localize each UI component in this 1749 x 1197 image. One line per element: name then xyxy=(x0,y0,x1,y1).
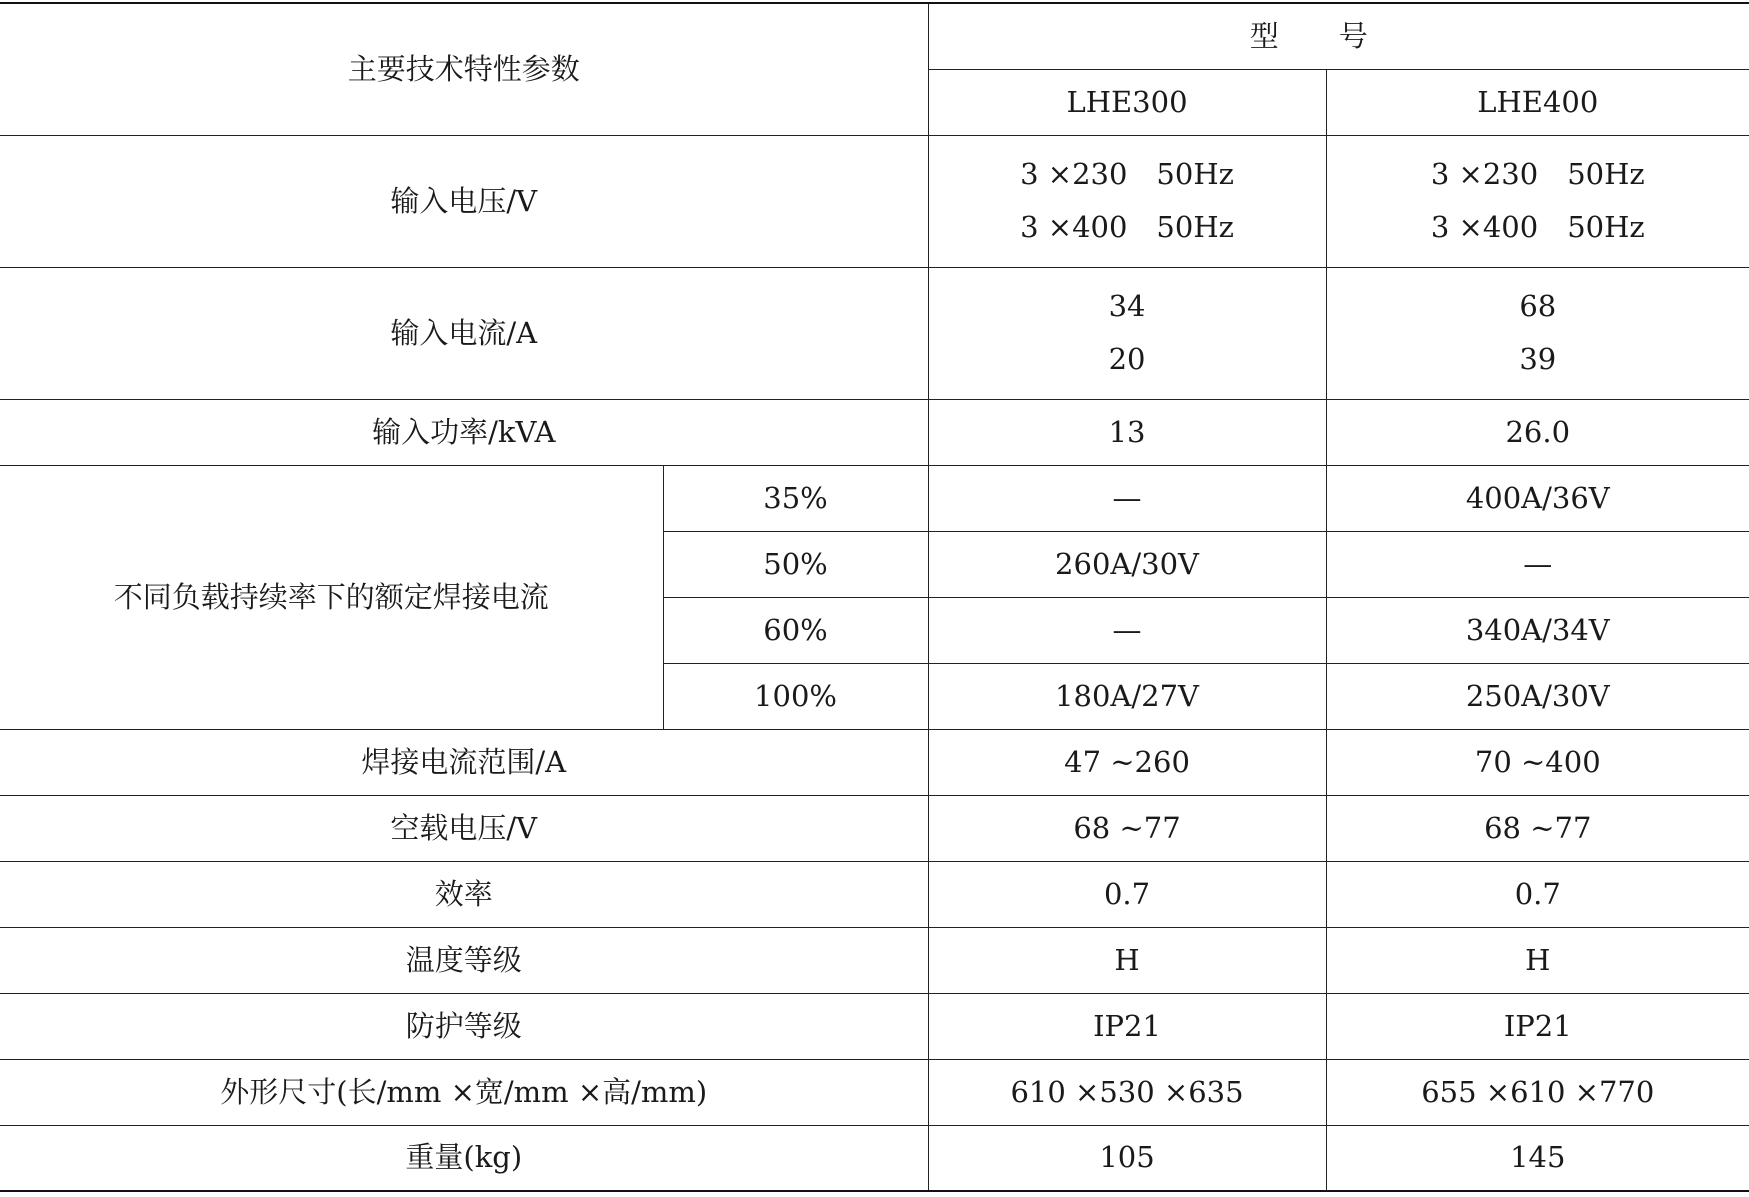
table-cell: 400A/36V xyxy=(1326,465,1749,531)
table-cell: H xyxy=(928,927,1326,993)
table-row xyxy=(0,861,1749,927)
cell-line: 34 xyxy=(1108,289,1146,323)
row-label: 输入功率/kVA xyxy=(0,399,928,465)
cell-line: 68 xyxy=(1519,289,1557,323)
table-cell xyxy=(1326,267,1749,399)
row-label: 效率 xyxy=(0,861,928,927)
table-cell: 180A/27V xyxy=(928,663,1326,729)
table-row xyxy=(0,927,1749,993)
row-label: 焊接电流范围/A xyxy=(0,729,928,795)
table-row xyxy=(0,729,1749,795)
table-cell: IP21 xyxy=(1326,993,1749,1059)
table-cell: 260A/30V xyxy=(928,531,1326,597)
table-cell xyxy=(928,135,1326,267)
cell-line: 3 ×400 50Hz xyxy=(1020,210,1234,244)
table-cell: 610 ×530 ×635 xyxy=(928,1059,1326,1125)
table-row xyxy=(0,267,1749,399)
table-cell: — xyxy=(928,597,1326,663)
row-label: 空载电压/V xyxy=(0,795,928,861)
table-cell: 340A/34V xyxy=(1326,597,1749,663)
duty-cell: 50% xyxy=(663,531,928,597)
table-cell: 0.7 xyxy=(1326,861,1749,927)
table-row xyxy=(0,399,1749,465)
table-cell: — xyxy=(1326,531,1749,597)
row-label: 温度等级 xyxy=(0,927,928,993)
table-row xyxy=(0,795,1749,861)
table-cell: H xyxy=(1326,927,1749,993)
table-row xyxy=(0,465,1749,531)
table-cell: 250A/30V xyxy=(1326,663,1749,729)
table-cell: 68 ~77 xyxy=(1326,795,1749,861)
table-row xyxy=(0,1059,1749,1125)
model-lhe400: LHE400 xyxy=(1326,69,1749,135)
model-header: 型号 xyxy=(928,3,1749,69)
table-cell: 0.7 xyxy=(928,861,1326,927)
row-label: 重量(kg) xyxy=(0,1125,928,1191)
cell-line: 3 ×400 50Hz xyxy=(1430,210,1645,244)
cell-line: 20 xyxy=(1108,342,1146,376)
table-cell: 70 ~400 xyxy=(1326,729,1749,795)
table-row xyxy=(0,993,1749,1059)
table-cell: 105 xyxy=(928,1125,1326,1191)
table-cell xyxy=(1326,135,1749,267)
row-label: 不同负载持续率下的额定焊接电流 xyxy=(0,465,663,729)
model-lhe300: LHE300 xyxy=(928,69,1326,135)
duty-cell: 35% xyxy=(663,465,928,531)
row-label: 防护等级 xyxy=(0,993,928,1059)
table-cell: 68 ~77 xyxy=(928,795,1326,861)
param-header: 主要技术特性参数 xyxy=(0,3,928,135)
table-cell: 47 ~260 xyxy=(928,729,1326,795)
table-cell: 26.0 xyxy=(1326,399,1749,465)
duty-cell: 60% xyxy=(663,597,928,663)
table-row xyxy=(0,135,1749,267)
cell-line: 39 xyxy=(1519,342,1557,376)
table-cell: — xyxy=(928,465,1326,531)
duty-cell: 100% xyxy=(663,663,928,729)
cell-line: 3 ×230 50Hz xyxy=(1020,157,1234,191)
table-cell: 13 xyxy=(928,399,1326,465)
header-row xyxy=(0,3,1749,69)
table-cell: IP21 xyxy=(928,993,1326,1059)
row-label: 外形尺寸(长/mm ×宽/mm ×高/mm) xyxy=(0,1059,928,1125)
table-row xyxy=(0,1125,1749,1191)
table-cell xyxy=(928,267,1326,399)
row-label: 输入电压/V xyxy=(0,135,928,267)
table-cell: 655 ×610 ×770 xyxy=(1326,1059,1749,1125)
spec-table xyxy=(0,2,1749,1192)
cell-line: 3 ×230 50Hz xyxy=(1430,157,1645,191)
row-label: 输入电流/A xyxy=(0,267,928,399)
table-cell: 145 xyxy=(1326,1125,1749,1191)
